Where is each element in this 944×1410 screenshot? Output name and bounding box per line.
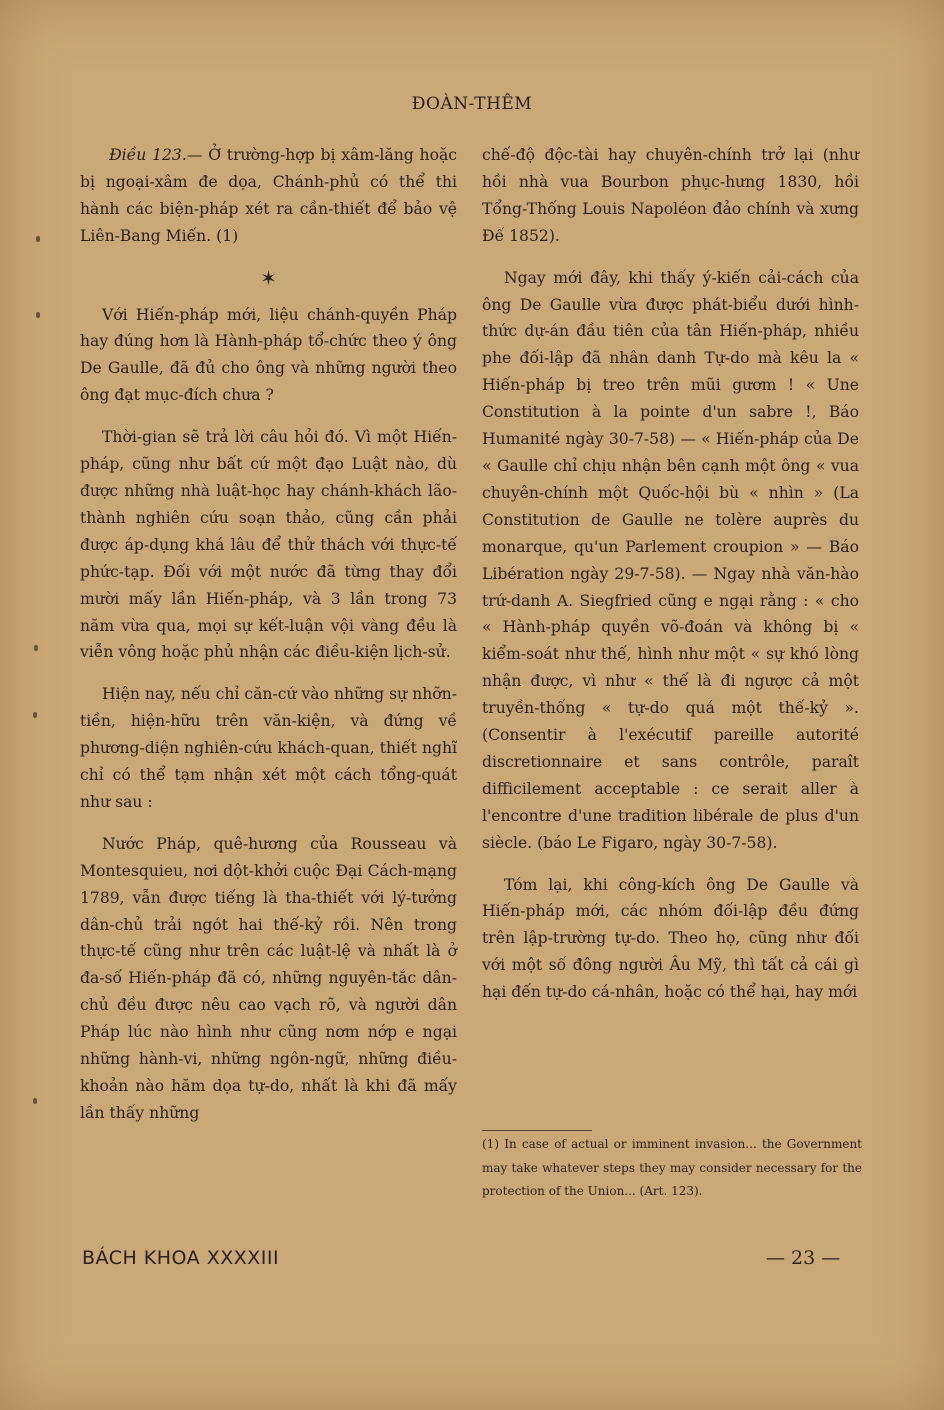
publication-name: BÁCH KHOA XXXXIII <box>82 1247 280 1269</box>
footnote <box>482 1130 862 1204</box>
section-separator: ✶ <box>260 265 277 290</box>
article-label: Điều 123.— <box>109 146 203 164</box>
paper-speck <box>34 645 38 651</box>
paragraph: Nước Pháp, quê-hương của Rousseau và Montesquieu, nơi dột-khởi cuộc Đại Cách-mạng 1789, vẫn được tiếng là tha-thiết với lý-tưởng dân-chủ trải ngót hai thế-kỷ rồi. Nên trong thực-tế cũng như trên các luật-lệ và nhất là ở đa-số Hiến-pháp đã có, những nguyên-tắc dân-chủ đều được nêu cao vạch rõ, và người dân Pháp lúc nào hình như cũng nơm nớp e ngại những hành-vi, những ngôn-ngữ, những điều-khoản nào hăm dọa tự-do, nhất là khi đã mấy lần thấy những <box>80 834 457 1122</box>
right-column <box>482 142 859 1021</box>
paragraph: Thời-gian sẽ trả lời câu hỏi đó. Vì một Hiến-pháp, cũng như bất cứ một đạo Luật nào, dù được những nhà luật-học hay chánh-khách lão-thành nghiên cứu soạn thảo, cũng cần phải được áp-dụng khá lâu để thử thách với thực-tế phức-tạp. Đối với một nước đã từng thay đổi mười mấy lần Hiến-pháp, và 3 lần trong 73 năm vừa qua, mọi sự kết-luận vội vàng đều là viễn vông hoặc phủ nhận các điều-kiện lịch-sử. <box>80 428 457 662</box>
paragraph: Tóm lại, khi công-kích ông De Gaulle và Hiến-pháp mới, các nhóm đối-lập đều đứng trên lập-trường tự-do. Theo họ, cũng như đối với một số đông người Âu Mỹ, thì tất cả cái gì hại đến tự-do cá-nhân, hoặc có thể hại, hay mới <box>482 875 859 1002</box>
paper-speck <box>33 712 37 718</box>
paragraph: Hiện nay, nếu chỉ căn-cứ vào những sự nhỡn-tiền, hiện-hữu trên văn-kiện, và đứng về phương-diện nghiên-cứu khách-quan, thiết nghĩ chỉ có thể tạm nhận xét một cách tổng-quát như sau : <box>80 685 457 811</box>
footnote-rule <box>482 1130 592 1131</box>
left-column <box>80 142 457 1142</box>
paragraph: chế-độ độc-tài hay chuyên-chính trở lại (như hồi nhà vua Bourbon phục-hưng 1830, hồi Tổng-Thống Louis Napoléon đảo chính và xưng Đế 1852). <box>482 146 859 245</box>
paragraph: Ngay mới đây, khi thấy ý-kiến cải-cách của ông De Gaulle vừa được phát-biểu dưới hình-thức dự-án đầu tiên của tân Hiến-pháp, nhiều phe đối-lập đã nhân danh Tự-do mà kêu la « Hiến-pháp bị treo trên mũi gươm ! « Une Constitution à la pointe d'un sabre !, Báo Humanité ngày 30-7-58) — « Hiến-pháp của De « Gaulle chỉ chịu nhận bên cạnh một ông « vua chuyên-chính một Quốc-hội bù « nhìn » (La Constitution de Gaulle ne tolère auprès du monarque, qu'un Parlement croupion » — Báo Libération ngày 29-7-58). — Ngay nhà văn-hào trứ-danh A. Siegfried cũng e ngại rằng : « cho « Hành-pháp quyền võ-đoán và không bị « kiểm-soát như thế, hình như một « sự khó lòng nhận được, vì như « thế là đi ngược cả một truyền-thống « tự-do quá một thế-kỷ ». (Consentir à l'exécutif pareille autorité discretionnaire et sans contrôle, paraît difficilement acceptable : ce serait aller à l'encontre d'une tradition libérale de plus d'un siècle. (báo Le Figaro, ngày 30-7-58). <box>482 268 859 852</box>
article-123 <box>80 142 457 250</box>
page-number: — 23 — <box>766 1247 841 1269</box>
footnote-text: (1) In case of actual or imminent invasion... the Government may take whatever steps they may consider necessary for the protection of the Union... (Art. 123). <box>482 1137 862 1198</box>
paper-speck <box>36 236 40 242</box>
paragraph: Với Hiến-pháp mới, liệu chánh-quyền Pháp hay đúng hơn là Hành-pháp tổ-chức theo ý ông De Gaulle, đã đủ cho ông và những người theo ông đạt mục-đích chưa ? <box>80 305 457 405</box>
paper-speck <box>36 312 40 318</box>
article-text: Ở trường-hợp bị xâm-lăng hoặc bị ngoại-xâm đe dọa, Chánh-phủ có thể thi hành các biện-pháp xét ra cần-thiết để bảo vệ Liên-Bang Miến. (1) <box>80 146 457 245</box>
paper-speck <box>33 1098 37 1104</box>
running-header: ĐOÀN-THÊM <box>411 94 533 114</box>
